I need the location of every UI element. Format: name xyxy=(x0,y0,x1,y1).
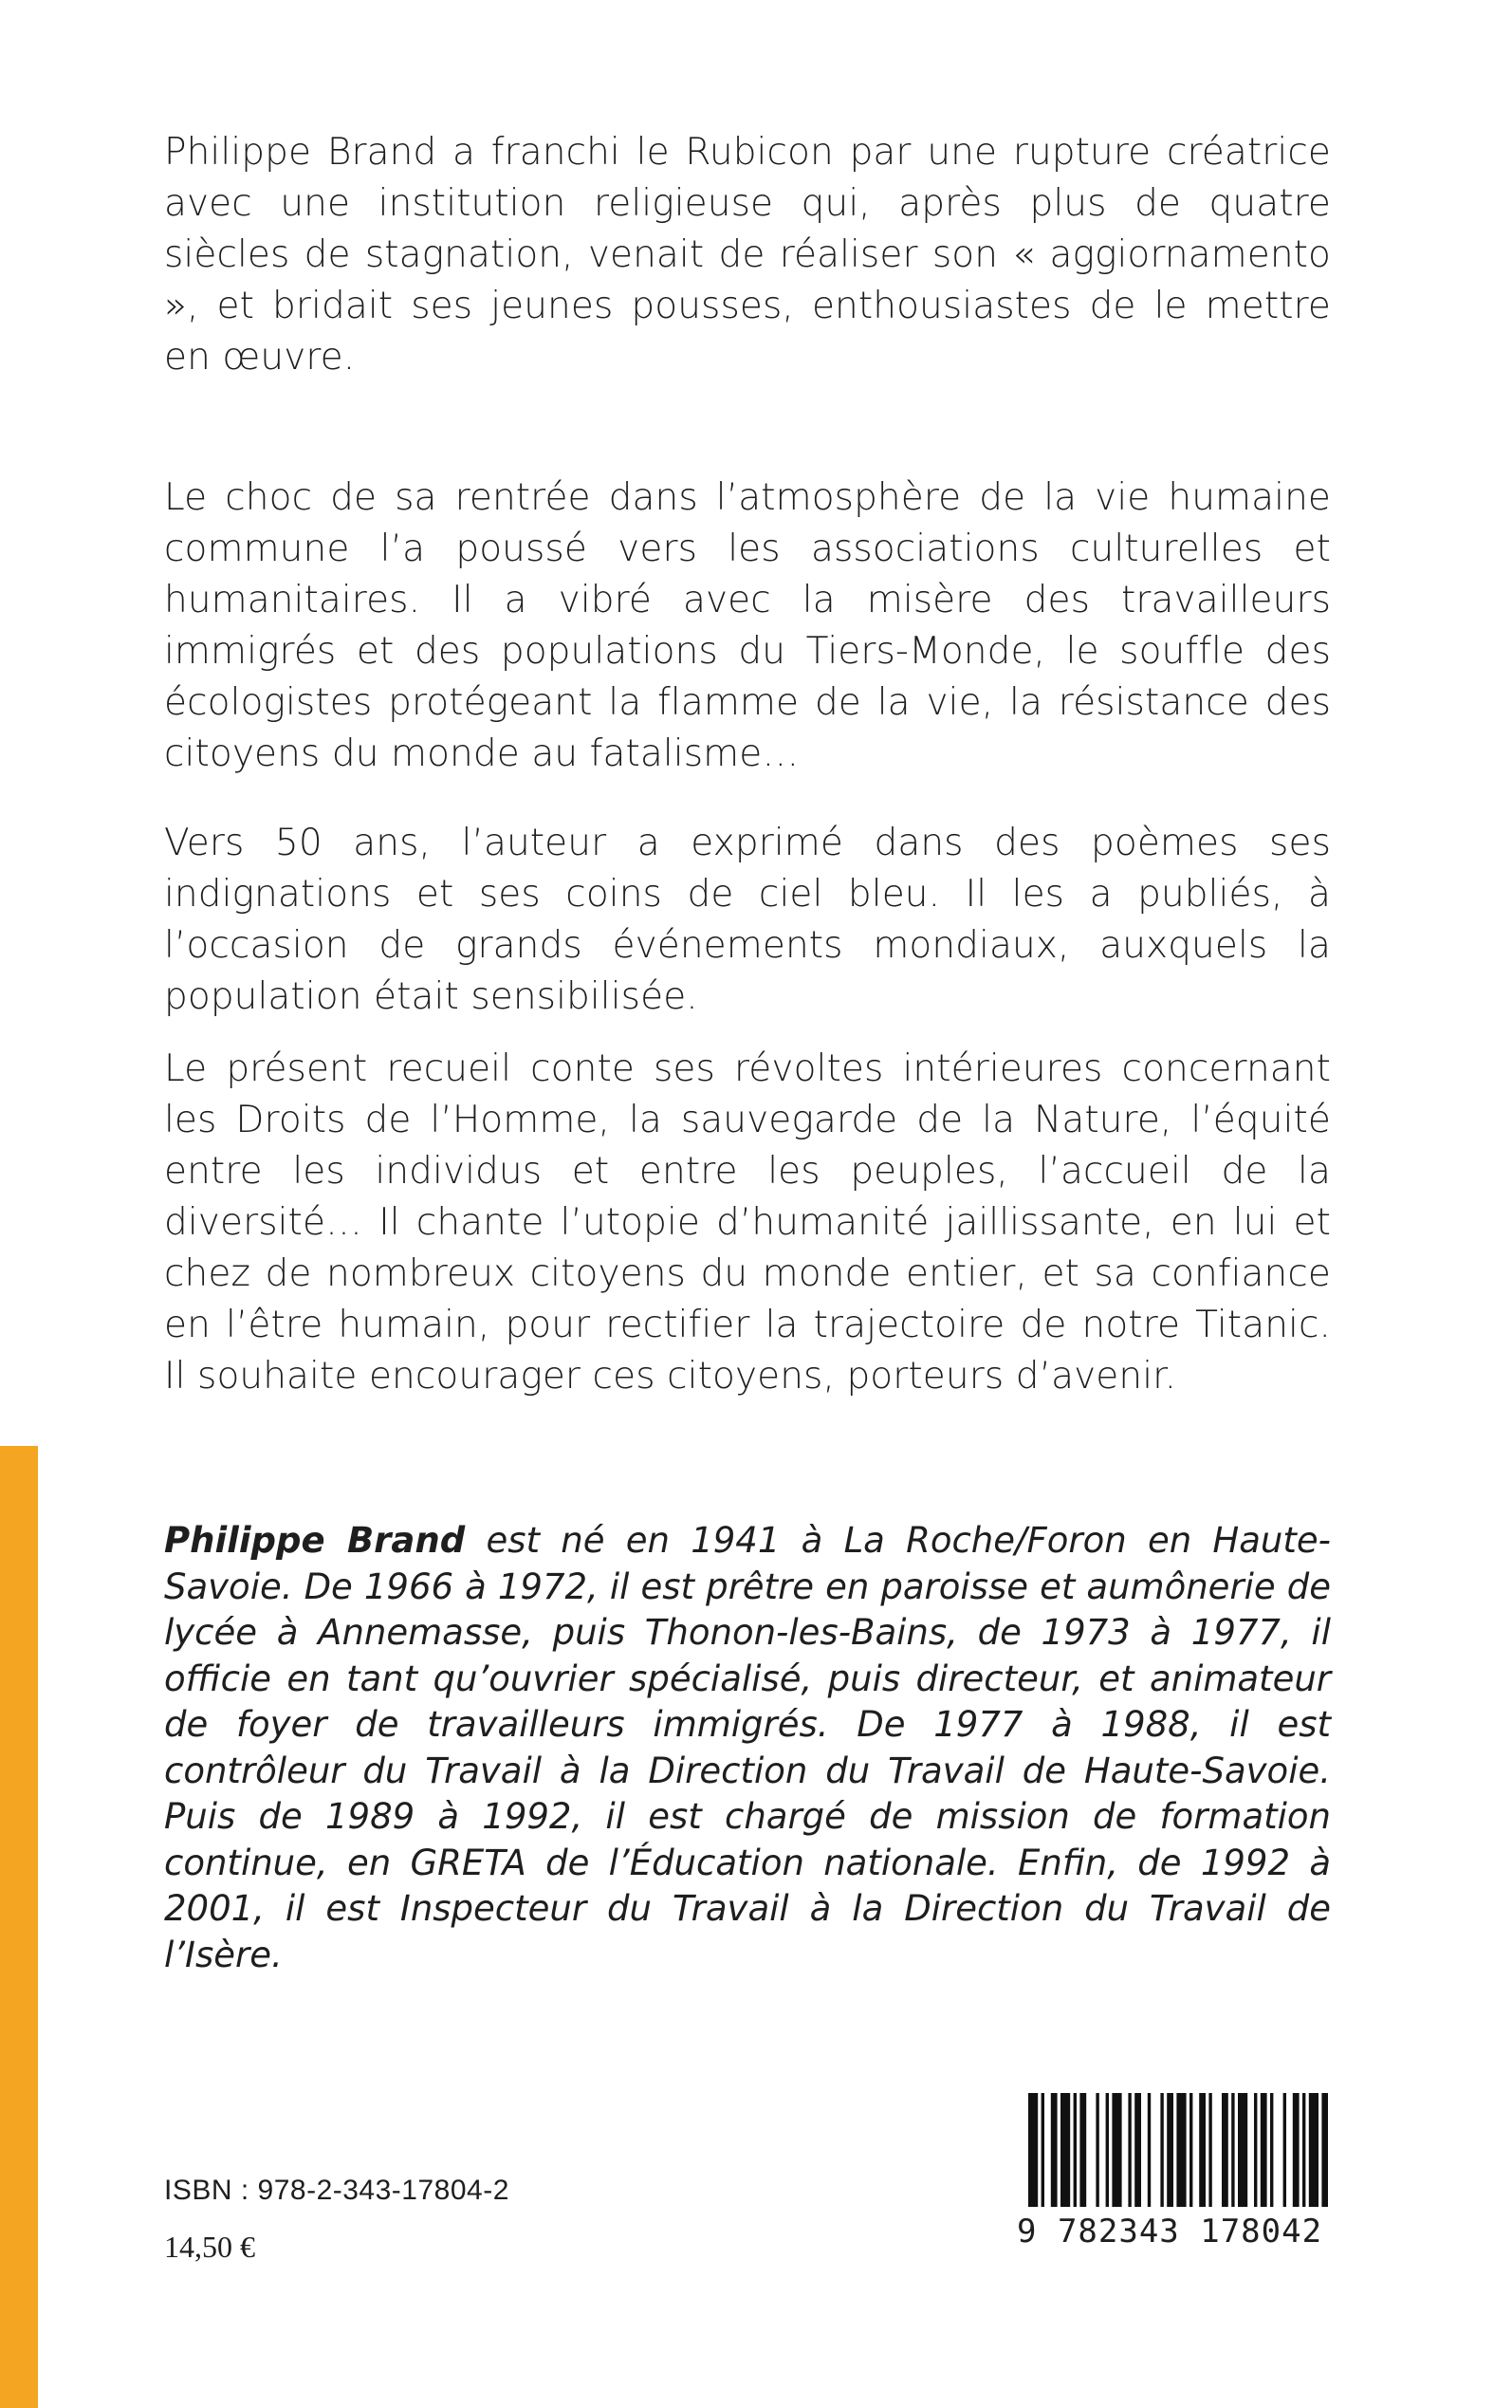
author-name: Philippe Brand xyxy=(164,1520,466,1561)
price-label: 14,50 € xyxy=(164,2230,255,2264)
accent-side-bar xyxy=(0,1446,38,2408)
author-bio-text: est né en 1941 à La Roche/Foron en Haute-Savoie. De 1966 à 1972, il est prêtre en paroisse et aumônerie de lycée à Annemasse, puis Thonon-les-Bains, de 1973 à 1977, il officie en tant qu’ouvrier spécialisé, puis directeur, et animateur de foyer de travailleurs immigrés. De 1977 à 1988, il est contrôleur du Travail à la Direction du Travail de Haute-Savoie. Puis de 1989 à 1992, il est chargé de mission de formation continue, en GRETA de l’Éducation nationale. Enfin, de 1992 à 2001, il est Inspecteur du Travail à la Direction du Travail de l’Isère. xyxy=(164,1520,1331,1975)
isbn-label: ISBN : 978-2-343-17804-2 xyxy=(164,2175,509,2206)
description-paragraph-1: Philippe Brand a franchi le Rubicon par une rupture créatrice avec une institution religieuse qui, après plus de quatre siècles de stagnation, venait de réaliser son « aggiornamento », et bridait ses jeunes pousses, enthousiastes de le mettre en œuvre. xyxy=(164,131,1331,379)
barcode-digits: 9 782343 178042 xyxy=(1017,2207,1330,2256)
description-paragraph-3: Vers 50 ans, l’auteur a exprimé dans des poèmes ses indignations et ses coins de ciel bleu. Il les a publiés, à l’occasion de grands événements mondiaux, auxquels la population était sensibilisée. xyxy=(164,822,1331,1018)
description-paragraph-4: Le présent recueil conte ses révoltes intérieures concernant les Droits de l’Homme, la sauvegarde de la Nature, l’équité entre les individus et entre les peuples, l’accueil de la diversité… Il chante l’utopie d’humanité jaillissante, en lui et chez de nombreux citoyens du monde entier, et sa confiance en l’être humain, pour rectifier la trajectoire de notre Titanic. Il souhaite encourager ces citoyens, porteurs d’avenir. xyxy=(164,1047,1331,1398)
description-paragraph-2: Le choc de sa rentrée dans l’atmosphère de la vie humaine commune l’a poussé vers les associations culturelles et humanitaires. Il a vibré avec la misère des travailleurs immigrés et des populations du Tiers-Monde, le souffle des écologistes protégeant la flamme de la vie, la résistance des citoyens du monde au fatalisme… xyxy=(164,476,1331,775)
author-bio xyxy=(164,1518,1331,1978)
